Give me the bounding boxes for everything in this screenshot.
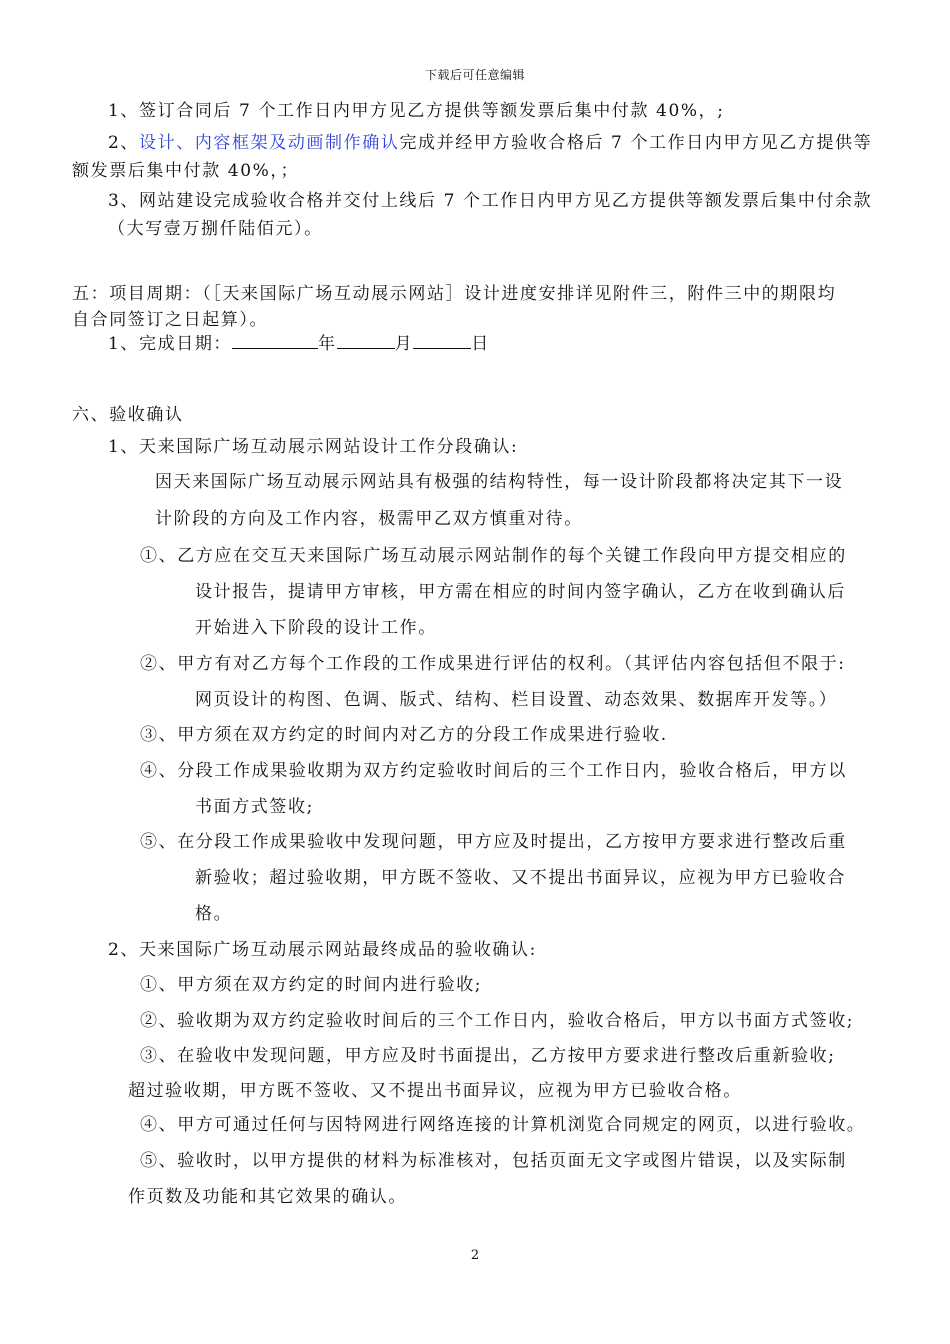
- part1-item-5-line-2: 新验收；超过验收期，甲方既不签收、又不提出书面异议，应视为甲方已验收合: [195, 868, 846, 888]
- part1-item-4-line-1: ④、分段工作成果验收期为双方约定验收时间后的三个工作日内，验收合格后，甲方以: [140, 761, 847, 781]
- payment-item-2-prefix: 2、: [108, 133, 140, 153]
- part1-item-5-line-3: 格。: [195, 904, 233, 924]
- page-number: 2: [470, 1248, 480, 1263]
- part2-item-2: ②、验收期为双方约定验收时间后的三个工作日内，验收合格后，甲方以书面方式签收;: [140, 1011, 855, 1031]
- payment-item-2: [108, 128, 872, 153]
- year-blank: [232, 332, 318, 349]
- part1-intro-1: 因天来国际广场互动展示网站具有极强的结构特性，每一设计阶段都将决定其下一设: [155, 472, 844, 492]
- part2-item-1: ①、甲方须在双方约定的时间内进行验收;: [140, 975, 483, 995]
- section5-line-2: 自合同签订之日起算）。: [72, 310, 269, 330]
- month-label: 月: [394, 334, 414, 354]
- part2-item-5-line-1: ⑤、验收时，以甲方提供的材料为标准核对，包括页面无文字或图片错误，以及实际制: [140, 1151, 847, 1171]
- part1-item-3-line-1: ③、甲方须在双方约定的时间内对乙方的分段工作成果进行验收.: [140, 725, 668, 745]
- month-blank: [337, 332, 395, 349]
- payment-item-2-rest: 完成并经甲方验收合格后 7 个工作日内甲方见乙方提供等: [399, 133, 873, 153]
- part2-item-4: ④、甲方可通过任何与因特网进行网络连接的计算机浏览合同规定的网页，以进行验收。: [140, 1115, 866, 1135]
- part1-item-1-line-1: ①、乙方应在交互天来国际广场互动展示网站制作的每个关键工作段向甲方提交相应的: [140, 546, 847, 566]
- payment-item-2-cont: 额发票后集中付款 40%，；: [72, 161, 300, 181]
- day-label: 日: [471, 334, 490, 354]
- payment-item-1: 1、签订合同后 7 个工作日内甲方见乙方提供等额发票后集中付款 40%，;: [108, 101, 725, 121]
- payment-item-3-cont: （大写壹万捌仟陆佰元）。: [108, 219, 323, 239]
- part2-title: 2、天来国际广场互动展示网站最终成品的验收确认:: [108, 940, 537, 960]
- day-blank: [413, 332, 471, 349]
- part1-item-5-line-1: ⑤、在分段工作成果验收中发现问题，甲方应及时提出，乙方按甲方要求进行整改后重: [140, 832, 847, 852]
- year-label: 年: [318, 334, 337, 354]
- part1-item-2-line-2: 网页设计的构图、色调、版式、结构、栏目设置、动态效果、数据库开发等。）: [195, 690, 838, 710]
- part1-title: 1、天来国际广场互动展示网站设计工作分段确认:: [108, 437, 519, 457]
- completion-date-label: 1、完成日期：: [108, 334, 233, 354]
- section5-line-1: 五：项目周期：（［天来国际广场互动展示网站］设计进度安排详见附件三，附件三中的期限均: [72, 284, 837, 304]
- part1-item-1-line-2: 设计报告，提请甲方审核，甲方需在相应的时间内签字确认，乙方在收到确认后: [195, 582, 846, 602]
- part1-item-2-line-1: ②、甲方有对乙方每个工作段的工作成果进行评估的权利。（其评估内容包括但不限于:: [140, 654, 846, 674]
- part2-item-3-line-1: ③、在验收中发现问题，甲方应及时书面提出，乙方按甲方要求进行整改后重新验收;: [140, 1046, 836, 1066]
- part1-intro-2: 计阶段的方向及工作内容，极需甲乙双方慎重对待。: [155, 509, 583, 529]
- page-header: 下载后可任意编辑: [424, 68, 525, 82]
- payment-item-2-highlight: 设计、内容框架及动画制作确认: [139, 133, 400, 153]
- part2-item-3-line-2: 超过验收期，甲方既不签收、又不提出书面异议，应视为甲方已验收合格。: [128, 1081, 742, 1101]
- section6-title: 六、验收确认: [72, 405, 184, 425]
- part1-item-1-line-3: 开始进入下阶段的设计工作。: [195, 618, 437, 638]
- completion-date: [108, 329, 490, 354]
- payment-item-3: 3、网站建设完成验收合格并交付上线后 7 个工作日内甲方见乙方提供等额发票后集中付余款: [108, 191, 873, 211]
- part2-item-5-line-2: 作页数及功能和其它效果的确认。: [128, 1187, 407, 1207]
- part1-item-4-line-2: 书面方式签收;: [195, 797, 314, 817]
